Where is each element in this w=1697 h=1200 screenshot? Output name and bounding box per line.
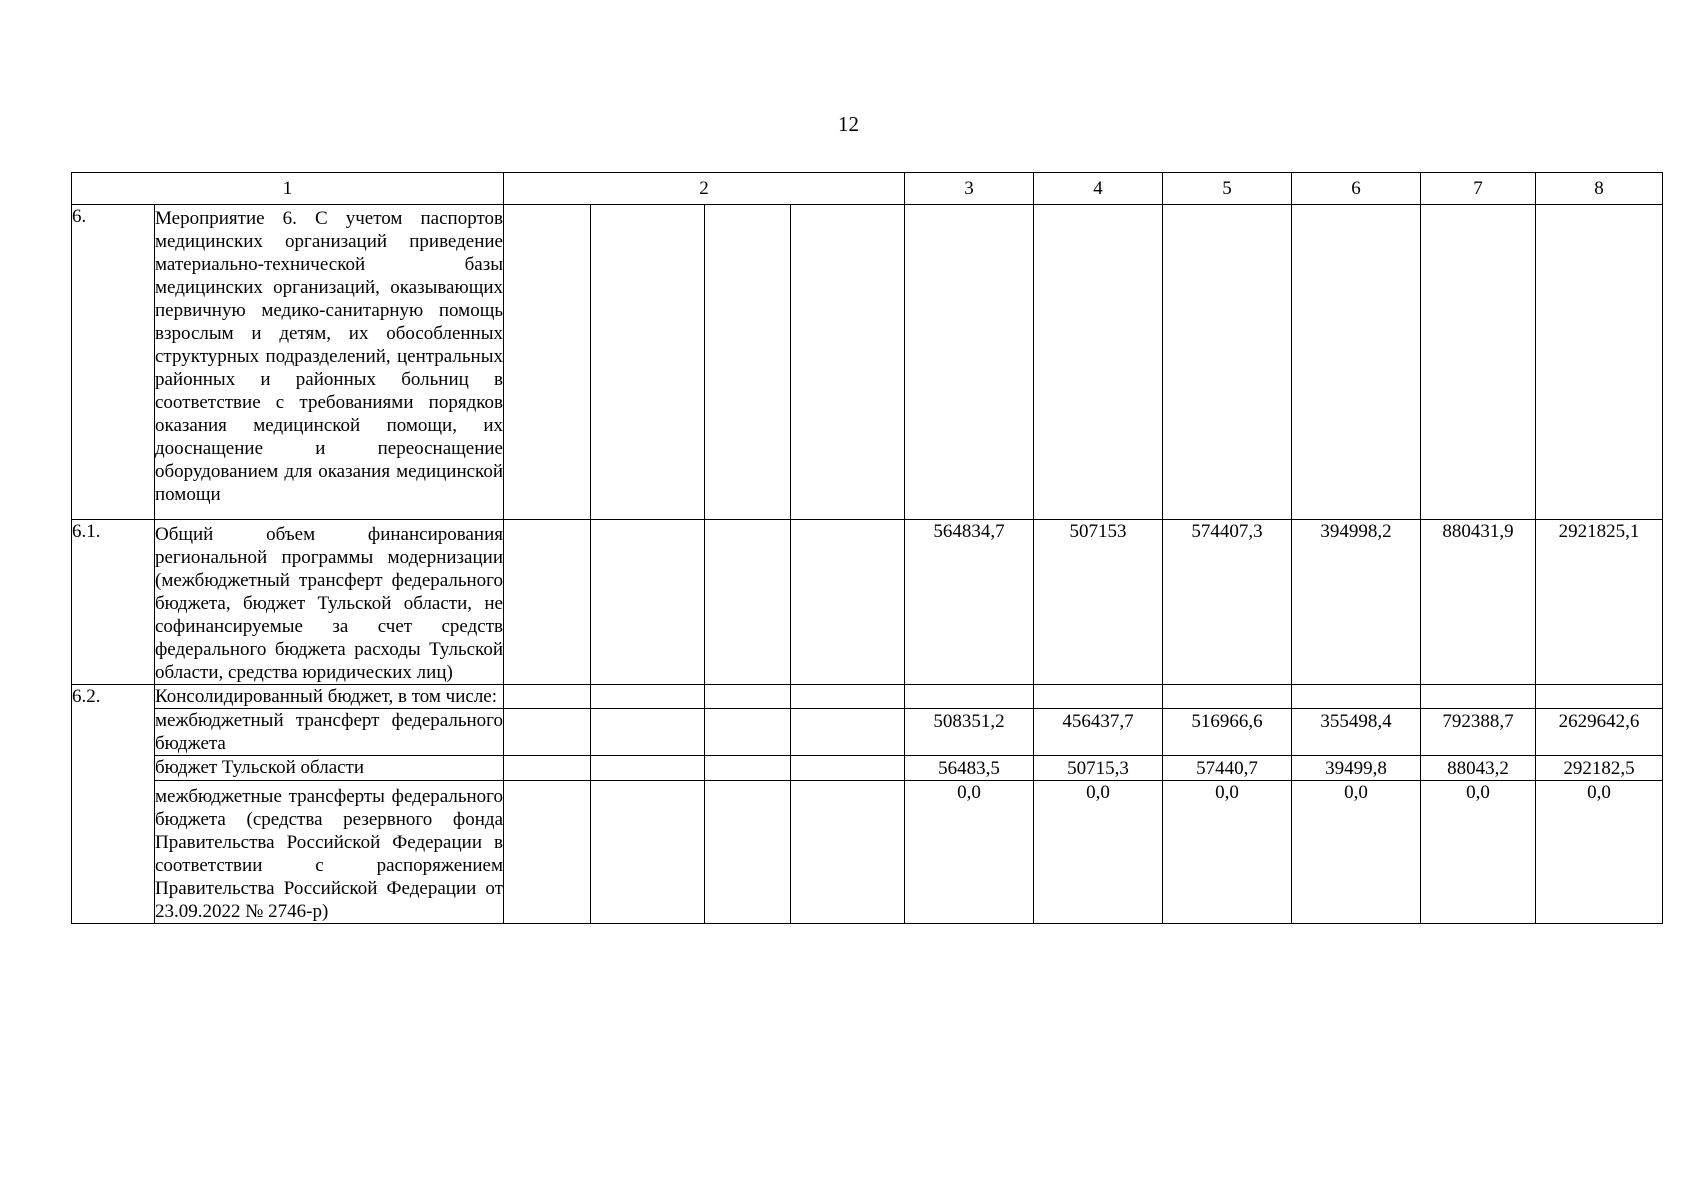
- empty-cell: [504, 709, 591, 756]
- value-cell: [1536, 685, 1663, 709]
- empty-cell: [705, 520, 791, 685]
- value-cell: 57440,7: [1163, 756, 1292, 781]
- header-cell: 3: [905, 173, 1034, 205]
- empty-cell: [791, 709, 905, 756]
- value-cell: 0,0: [905, 781, 1034, 924]
- empty-cell: [705, 781, 791, 924]
- row-text: Общий объем финансирования региональной программы модернизации (межбюджетный трансферт федерального бюджета, бюджет Тульской области, не софинансируемые за счет средств федерального бюджета расходы Тульской области, средства юридических лиц): [155, 520, 504, 685]
- value-cell: 564834,7: [905, 520, 1034, 685]
- row-text: межбюджетный трансферт федерального бюджета: [155, 710, 503, 754]
- row-text: бюджет Тульской области: [155, 756, 504, 781]
- table-row: [72, 781, 1663, 924]
- empty-cell: [591, 205, 705, 520]
- empty-cell: [591, 685, 705, 709]
- table-row: [72, 520, 1663, 685]
- value-cell: 39499,8: [1292, 756, 1421, 781]
- row-text: Мероприятие 6. С учетом паспортов медицинских организаций приведение материально-технической базы медицинских организаций, оказывающих первичную медико-санитарную помощь взрослым и детям, их обособленных структурных подразделений, центральных районных и районных больниц в соответствие с требованиями порядков оказания медицинской помощи, их дооснащение и переоснащение оборудованием для оказания медицинской помощи: [155, 205, 504, 520]
- row-number: 6.2.: [72, 685, 155, 924]
- header-cell: 8: [1536, 173, 1663, 205]
- empty-cell: [791, 520, 905, 685]
- value-cell: [1292, 685, 1421, 709]
- empty-cell: [705, 709, 791, 756]
- value-cell: 456437,7: [1034, 709, 1163, 756]
- table-row: [72, 685, 1663, 709]
- value-cell: 0,0: [1536, 781, 1663, 924]
- header-cell: 6: [1292, 173, 1421, 205]
- empty-cell: [705, 205, 791, 520]
- value-cell: 574407,3: [1163, 520, 1292, 685]
- value-cell: 507153: [1034, 520, 1163, 685]
- value-cell: 2921825,1: [1536, 520, 1663, 685]
- empty-cell: [791, 756, 905, 781]
- header-row: [72, 173, 1663, 205]
- header-cell: 2: [504, 173, 905, 205]
- value-cell: [1421, 205, 1536, 520]
- value-cell: [905, 205, 1034, 520]
- row-number: 6.: [72, 205, 155, 520]
- empty-cell: [705, 685, 791, 709]
- empty-cell: [705, 756, 791, 781]
- value-cell: 508351,2: [905, 709, 1034, 756]
- empty-cell: [504, 205, 591, 520]
- empty-cell: [504, 756, 591, 781]
- value-cell: 2629642,6: [1536, 709, 1663, 756]
- value-cell: 88043,2: [1421, 756, 1536, 781]
- row-text: Консолидированный бюджет, в том числе:: [155, 685, 504, 709]
- header-cell: 7: [1421, 173, 1536, 205]
- empty-cell: [791, 781, 905, 924]
- value-cell: 792388,7: [1421, 709, 1536, 756]
- value-cell: 516966,6: [1163, 709, 1292, 756]
- value-cell: 292182,5: [1536, 756, 1663, 781]
- table-row: [72, 709, 1663, 756]
- value-cell: 0,0: [1163, 781, 1292, 924]
- empty-cell: [591, 781, 705, 924]
- header-cell: 4: [1034, 173, 1163, 205]
- table-row: [72, 756, 1663, 781]
- table-row: [72, 205, 1663, 520]
- value-cell: 0,0: [1034, 781, 1163, 924]
- value-cell: 0,0: [1292, 781, 1421, 924]
- value-cell: 56483,5: [905, 756, 1034, 781]
- value-cell: [1536, 205, 1663, 520]
- empty-cell: [591, 520, 705, 685]
- financing-table: [71, 172, 1663, 924]
- value-cell: [1034, 685, 1163, 709]
- row-text: межбюджетные трансферты федерального бюджета (средства резервного фонда Правительства Российской Федерации в соответствии с распоряжением Правительства Российской Федерации от 23.09.2022 № 2746-р): [155, 781, 504, 924]
- empty-cell: [791, 205, 905, 520]
- value-cell: 880431,9: [1421, 520, 1536, 685]
- value-cell: [1034, 205, 1163, 520]
- value-cell: 355498,4: [1292, 709, 1421, 756]
- header-cell: 5: [1163, 173, 1292, 205]
- empty-cell: [504, 781, 591, 924]
- value-cell: 0,0: [1421, 781, 1536, 924]
- value-cell: [1163, 205, 1292, 520]
- empty-cell: [591, 709, 705, 756]
- value-cell: [905, 685, 1034, 709]
- value-cell: 394998,2: [1292, 520, 1421, 685]
- empty-cell: [504, 685, 591, 709]
- value-cell: [1163, 685, 1292, 709]
- empty-cell: [504, 520, 591, 685]
- page-number: 12: [838, 112, 859, 136]
- header-cell: 1: [72, 173, 504, 205]
- value-cell: [1292, 205, 1421, 520]
- value-cell: [1421, 685, 1536, 709]
- row-number: 6.1.: [72, 520, 155, 685]
- value-cell: 50715,3: [1034, 756, 1163, 781]
- empty-cell: [591, 756, 705, 781]
- empty-cell: [791, 685, 905, 709]
